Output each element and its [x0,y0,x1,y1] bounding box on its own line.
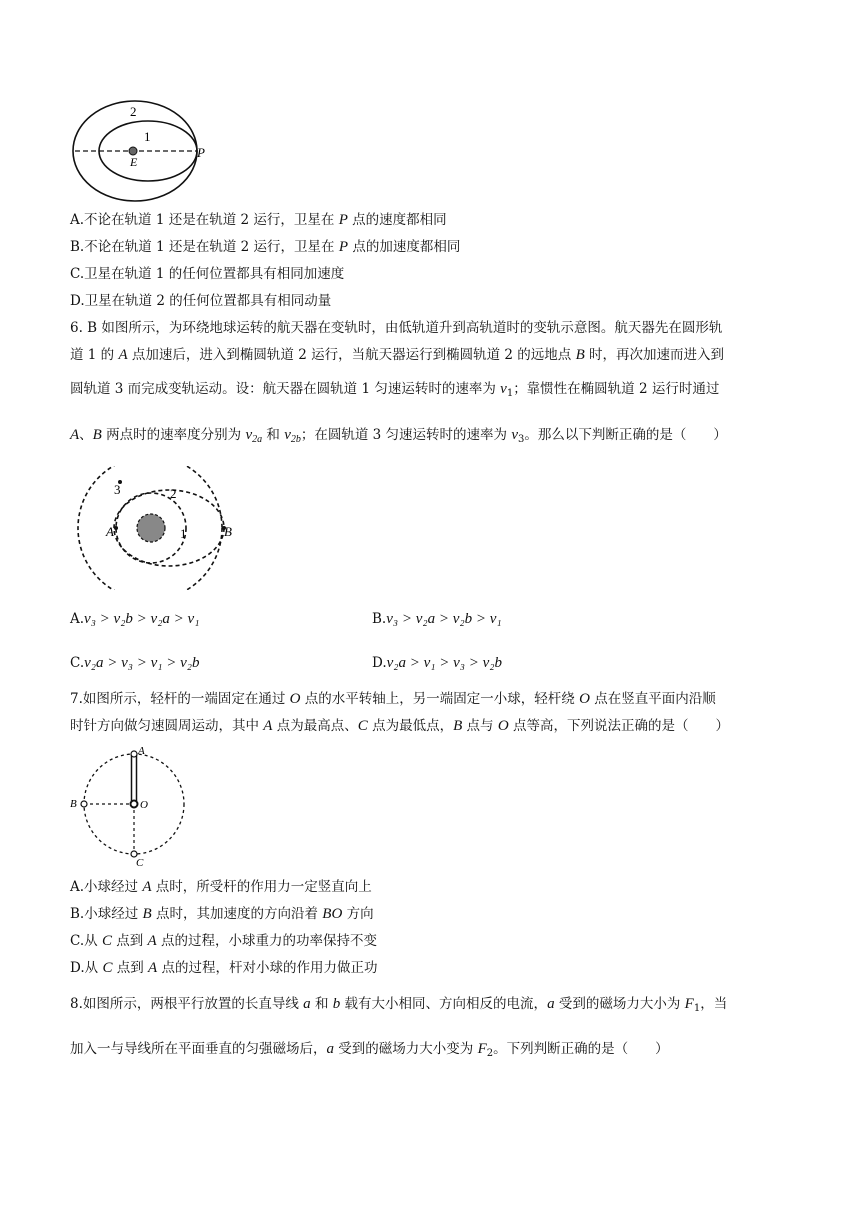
q5-option-c: C.卫星在轨道 1 的任何位置都具有相同加速度 [70,266,345,282]
q5-option-a: A.不论在轨道 1 还是在轨道 2 运行，卫星在 P 点的速度都相同 [70,212,447,228]
pivot-o [131,801,138,808]
orbit-figure-1 [70,96,220,206]
q6-stem-line1: 6. B 如图所示，为环绕地球运转的航天器在变轨时，由低轨道升到高轨道时的变轨示意图。航天器先在圆形轨 [70,320,723,336]
earth-circle [137,514,165,542]
q8-stem-line1: 8.如图所示，两根平行放置的长直导线 a 和 b 载有大小相同、方向相反的电流，a 受到的磁场力大小为 $F_1$，当 [70,996,728,1014]
q7-option-b: B.小球经过 B 点时，其加速度的方向沿着 BO 方向 [70,906,374,922]
q5-option-b: B.不论在轨道 1 还是在轨道 2 运行，卫星在 P 点的加速度都相同 [70,239,461,255]
label-point-b: B [224,524,232,539]
label-orbit-1: 1 [144,129,151,144]
q6-stem-line4: A、B 两点时的速率度分别为 $v_{2a}$ 和 $v_{2b}$；在圆轨道 3 匀速运转时的速率为 $v_3$。那么以下判断正确的是（ ） [70,427,727,445]
ball-b [81,801,87,807]
ball-a [131,751,137,757]
q7-option-c: C.从 C 点到 A 点的过程，小球重力的功率保持不变 [70,933,378,949]
q7-option-a: A.小球经过 A 点时，所受杆的作用力一定竖直向上 [70,879,372,895]
q7-stem-line1: 7.如图所示，轻杆的一端固定在通过 O 点的水平转轴上，另一端固定一小球，轻杆绕 O 点在竖直平面内沿顺 [70,691,716,707]
rod-circle-figure [66,744,190,868]
label-point-p: P [197,145,205,160]
point-a-dot [114,526,118,530]
label-c: C [136,857,144,868]
rod [132,754,137,804]
label-a: A [138,745,145,757]
label-o: O [140,799,148,811]
label-orbit-1: 1 [180,526,187,541]
label-b: B [70,798,77,810]
q5-option-d: D.卫星在轨道 2 的任何位置都具有相同动量 [70,293,332,309]
orbit-2-ellipse [114,490,224,566]
q6-option-b: B.v₃ > v₂a > v₂b > v₁ [372,611,502,627]
label-earth: E [130,155,138,169]
q6-option-a: A.v₃ > v₂b > v₂a > v₁ [70,611,200,627]
label-orbit-3: 3 [114,482,121,497]
q7-option-d: D.从 C 点到 A 点的过程，杆对小球的作用力做正功 [70,960,378,976]
q6-stem-line2: 道 1 的 A 点加速后，进入到椭圆轨道 2 运行，当航天器运行到椭圆轨道 2 的远地点 B 时，再次加速而进入到 [70,347,725,363]
q7-stem-line2: 时针方向做匀速圆周运动，其中 A 点为最高点、C 点为最低点，B 点与 O 点等高，下列说法正确的是（ ） [70,718,729,734]
label-orbit-2: 2 [170,486,177,501]
orbit-figure-2 [72,466,242,590]
q8-stem-line2: 加入一与导线所在平面垂直的匀强磁场后，a 受到的磁场力大小变为 $F_2$。下列判断正确的是（ ） [70,1041,669,1059]
q6-stem-line3: 圆轨道 3 而完成变轨运动。设：航天器在圆轨道 1 匀速运转时的速率为 $v_1$；靠惯性在椭圆轨道 2 运行时通过 [70,381,720,399]
earth-dot [129,147,137,155]
label-orbit-2: 2 [130,104,137,119]
q6-option-d: D.v₂a > v₁ > v₃ > v₂b [372,655,502,671]
label-point-a: A [106,524,114,539]
q6-option-c: C.v₂a > v₃ > v₁ > v₂b [70,655,200,671]
